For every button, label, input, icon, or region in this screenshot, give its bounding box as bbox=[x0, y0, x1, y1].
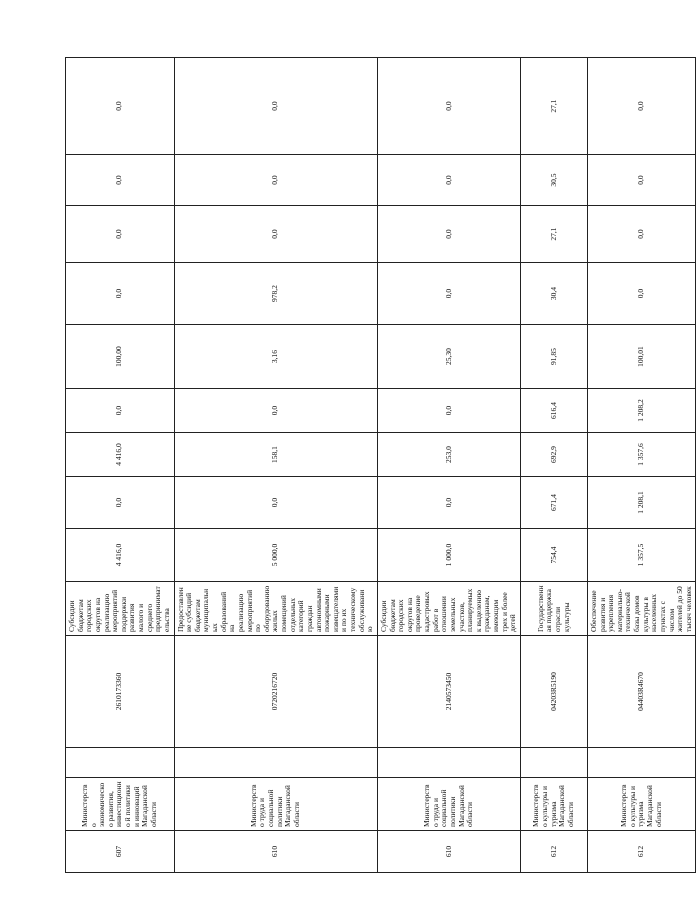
table-row bbox=[66, 58, 175, 873]
description-cell: Субсидии бюджетам городских округов на реализацию мероприятий поддержки развития малого и среднего предпринимательства bbox=[66, 582, 175, 636]
value-cell: 0,0 bbox=[377, 155, 520, 206]
value-cell: 0,0 bbox=[66, 263, 175, 325]
value-cell: 0,0 bbox=[66, 206, 175, 263]
rotated-table-page bbox=[65, 58, 693, 873]
table-row bbox=[377, 58, 520, 873]
description-cell: Обеспечение развития и укрепления материально-технической базы домов культуры в населенных пунктах с числом жителей до 50 тысяч человек bbox=[587, 582, 696, 636]
value-cell: 100,00 bbox=[66, 325, 175, 389]
ministry-cell: Министерство труда и социальной политики Магаданской области bbox=[174, 778, 377, 831]
value-cell: 0,0 bbox=[174, 477, 377, 529]
value-cell: 0,0 bbox=[66, 58, 175, 155]
value-cell: 978,2 bbox=[174, 263, 377, 325]
value-cell: 158,1 bbox=[174, 433, 377, 477]
row-number-cell: 612 bbox=[520, 831, 587, 873]
value-cell: 253,0 bbox=[377, 433, 520, 477]
value-cell: 0,0 bbox=[66, 389, 175, 433]
value-cell: 1 208,2 bbox=[587, 389, 696, 433]
value-cell: 27,1 bbox=[520, 58, 587, 155]
value-cell: 0,0 bbox=[174, 58, 377, 155]
ministry-cell: Министерство экономическо о развития, инвестиционно й политики и инноваций Магаданской области bbox=[66, 778, 175, 831]
value-cell: 0,0 bbox=[174, 155, 377, 206]
empty-cell bbox=[174, 748, 377, 778]
value-cell: 0,0 bbox=[174, 206, 377, 263]
value-cell: 0,0 bbox=[377, 58, 520, 155]
row-number-cell: 607 bbox=[66, 831, 175, 873]
row-number-cell: 612 bbox=[587, 831, 696, 873]
value-cell: 27,1 bbox=[520, 206, 587, 263]
code-cell: 04403R4670 bbox=[587, 636, 696, 748]
value-cell: 1 208,1 bbox=[587, 477, 696, 529]
value-cell: 754,4 bbox=[520, 529, 587, 582]
value-cell: 0,0 bbox=[587, 263, 696, 325]
value-cell: 5 000,0 bbox=[174, 529, 377, 582]
value-cell: 1 000,0 bbox=[377, 529, 520, 582]
value-cell: 692,9 bbox=[520, 433, 587, 477]
table-row bbox=[520, 58, 587, 873]
table-row bbox=[587, 58, 696, 873]
row-number-cell: 610 bbox=[377, 831, 520, 873]
empty-cell bbox=[66, 748, 175, 778]
description-cell: Субсидии бюджетам городских округов на проведение кадастровых работ в отношении земельных участков, планируемых к выделению гражданам, имеющим трех и более детей bbox=[377, 582, 520, 636]
value-cell: 1 357,5 bbox=[587, 529, 696, 582]
description-cell: Государственная поддержка отрасли культуры bbox=[520, 582, 587, 636]
code-cell: 2610173360 bbox=[66, 636, 175, 748]
value-cell: 91,85 bbox=[520, 325, 587, 389]
value-cell: 616,4 bbox=[520, 389, 587, 433]
value-cell: 4 416,0 bbox=[66, 529, 175, 582]
code-cell: 04203R5190 bbox=[520, 636, 587, 748]
value-cell: 0,0 bbox=[587, 155, 696, 206]
code-cell: 0720216720 bbox=[174, 636, 377, 748]
value-cell: 25,30 bbox=[377, 325, 520, 389]
empty-cell bbox=[520, 748, 587, 778]
value-cell: 100,01 bbox=[587, 325, 696, 389]
row-number-cell: 610 bbox=[174, 831, 377, 873]
ministry-cell: Министерство труда и социальной политики Магаданской области bbox=[377, 778, 520, 831]
value-cell: 0,0 bbox=[377, 477, 520, 529]
value-cell: 0,0 bbox=[66, 155, 175, 206]
value-cell: 0,0 bbox=[587, 206, 696, 263]
value-cell: 1 357,6 bbox=[587, 433, 696, 477]
code-cell: 2140573450 bbox=[377, 636, 520, 748]
description-cell: Предоставление субсидий бюджетам муниципальных образований на реализацию мероприятий по оборудованию жилых помещений отдельных категорий граждан автономными пожарными извещателями и по их техническому обслуживанию bbox=[174, 582, 377, 636]
value-cell: 4 416,0 bbox=[66, 433, 175, 477]
value-cell: 671,4 bbox=[520, 477, 587, 529]
value-cell: 0,0 bbox=[66, 477, 175, 529]
value-cell: 0,0 bbox=[377, 263, 520, 325]
value-cell: 0,0 bbox=[174, 389, 377, 433]
value-cell: 30,5 bbox=[520, 155, 587, 206]
value-cell: 0,0 bbox=[587, 58, 696, 155]
value-cell: 30,4 bbox=[520, 263, 587, 325]
value-cell: 0,0 bbox=[377, 206, 520, 263]
value-cell: 0,0 bbox=[377, 389, 520, 433]
empty-cell bbox=[377, 748, 520, 778]
empty-cell bbox=[587, 748, 696, 778]
value-cell: 3,16 bbox=[174, 325, 377, 389]
subsidy-table bbox=[65, 57, 696, 873]
ministry-cell: Министерство культуры и туризма Магаданской области bbox=[587, 778, 696, 831]
ministry-cell: Министерство культуры и туризма Магаданской области bbox=[520, 778, 587, 831]
table-row bbox=[174, 58, 377, 873]
